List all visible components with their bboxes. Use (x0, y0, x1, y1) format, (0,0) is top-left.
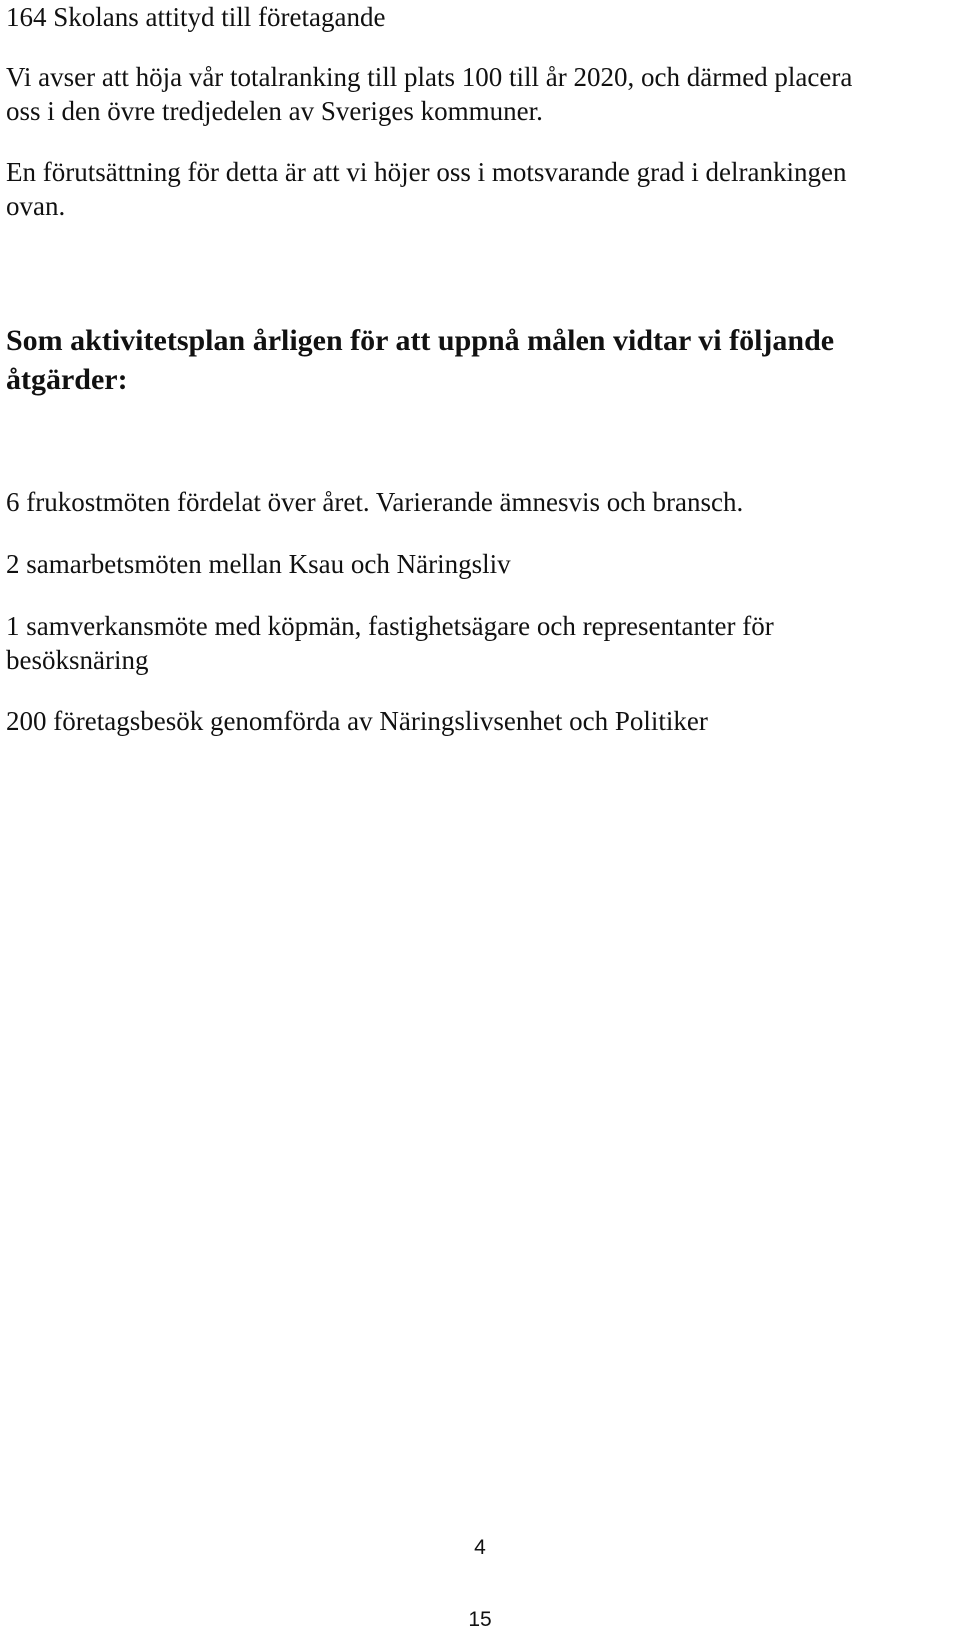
paragraph-1-line-2: oss i den övre tredjedelen av Sveriges kommuner. (6, 96, 543, 126)
action-heading-line-1: Som aktivitetsplan årligen för att uppnå målen vidtar vi följande (6, 324, 835, 357)
action-item-1: 6 frukostmöten fördelat över året. Varierande ämnesvis och bransch. (6, 487, 744, 517)
paragraph-1-line-1: Vi avser att höja vår totalranking till plats 100 till år 2020, och därmed placera (6, 62, 853, 92)
page-number-inner: 4 (474, 1536, 486, 1559)
action-heading-line-2: åtgärder: (6, 363, 128, 396)
action-item-2: 2 samarbetsmöten mellan Ksau och Näringsliv (6, 549, 511, 579)
section-title: 164 Skolans attityd till företagande (6, 2, 386, 32)
paragraph-2-line-1: En förutsättning för detta är att vi höjer oss i motsvarande grad i delrankingen (6, 157, 847, 187)
action-item-3-line-2: besöksnäring (6, 645, 149, 675)
paragraph-2-line-2: ovan. (6, 191, 66, 221)
action-item-4: 200 företagsbesök genomförda av Näringslivsenhet och Politiker (6, 706, 708, 736)
action-item-3-line-1: 1 samverkansmöte med köpmän, fastighetsägare och representanter för (6, 611, 774, 641)
page-number-outer: 15 (468, 1608, 492, 1631)
